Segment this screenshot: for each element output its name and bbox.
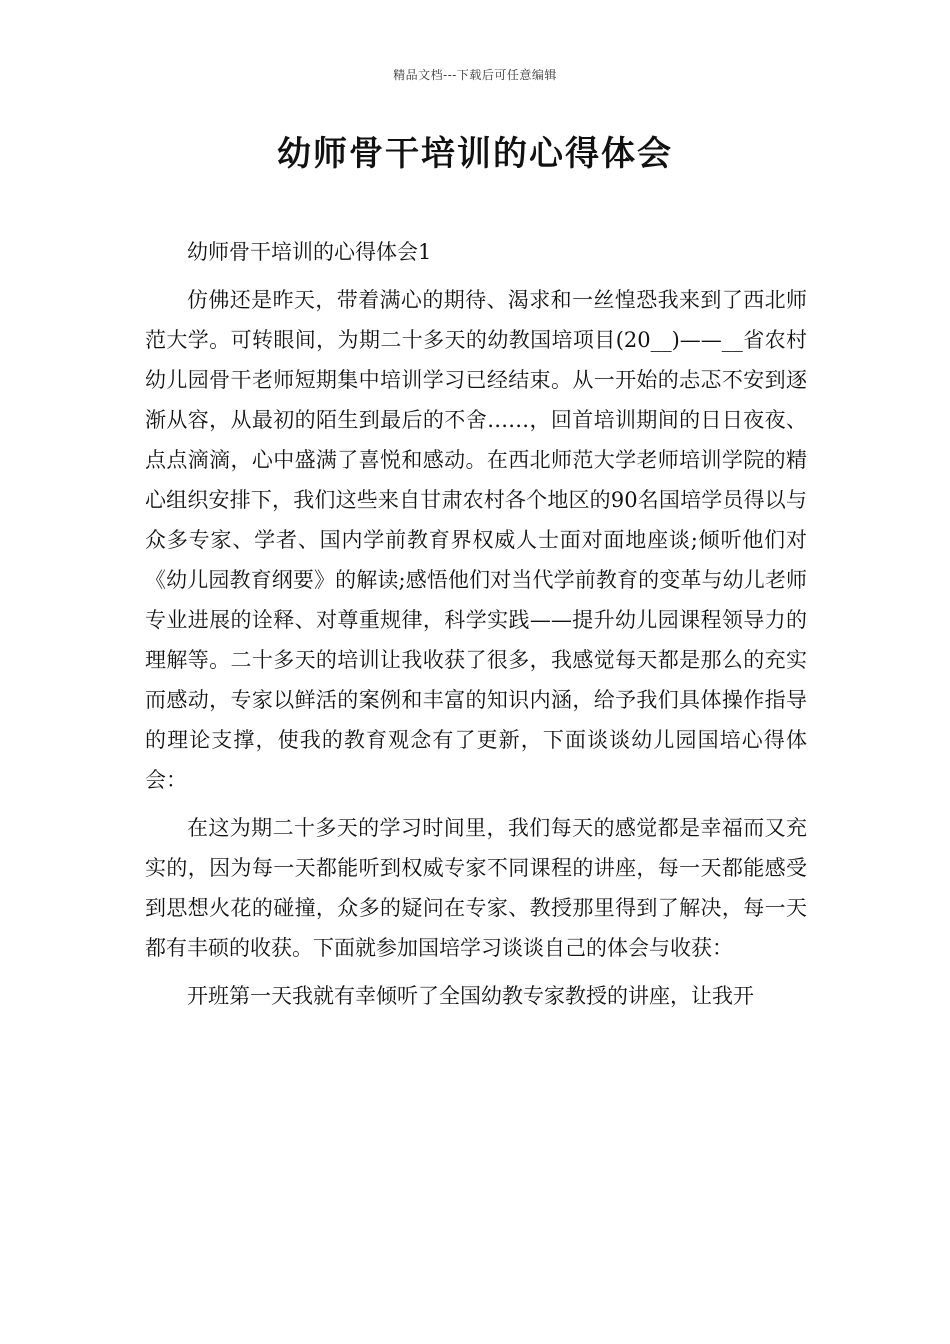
paragraph-2: 在这为期二十多天的学习时间里，我们每天的感觉都是幸福而又充实的，因为每一天都能听到权威专家不同课程的讲座，每一天都能感受到思想火花的碰撞，众多的疑问在专家、教授那里得到了解决，每一天都有丰硕的收获。下面就参加国培学习谈谈自己的体会与收获： <box>145 816 807 960</box>
document-body <box>145 232 807 1024</box>
paragraph-1: 仿佛还是昨天，带着满心的期待、渴求和一丝惶恐我来到了西北师范大学。可转眼间，为期二十多天的幼教国培项目(20__)——__省农村幼儿园骨干老师短期集中培训学习已经结束。从一开始的忐忑不安到逐渐从容，从最初的陌生到最后的不舍……，回首培训期间的日日夜夜、点点滴滴，心中盛满了喜悦和感动。在西北师范大学老师培训学院的精心组织安排下，我们这些来自甘肃农村各个地区的90名国培学员得以与众多专家、学者、国内学前教育界权威人士面对面地座谈;倾听他们对《幼儿园教育纲要》的解读;感悟他们对当代学前教育的变革与幼儿老师专业进展的诠释、对尊重规律，科学实践——提升幼儿园课程领导力的理解等。二十多天的培训让我收获了很多，我感觉每天都是那么的充实而感动，专家以鲜活的案例和丰富的知识内涵，给予我们具体操作指导的理论支撑，使我的教育观念有了更新，下面谈谈幼儿园国培心得体会： <box>145 288 807 792</box>
document-title: 幼师骨干培训的心得体会 <box>277 134 673 174</box>
header-note: 精品文档---下载后可任意编辑 <box>393 68 557 82</box>
section-subtitle: 幼师骨干培训的心得体会1 <box>187 240 432 264</box>
paragraph-3: 开班第一天我就有幸倾听了全国幼教专家教授的讲座，让我开 <box>187 984 754 1008</box>
